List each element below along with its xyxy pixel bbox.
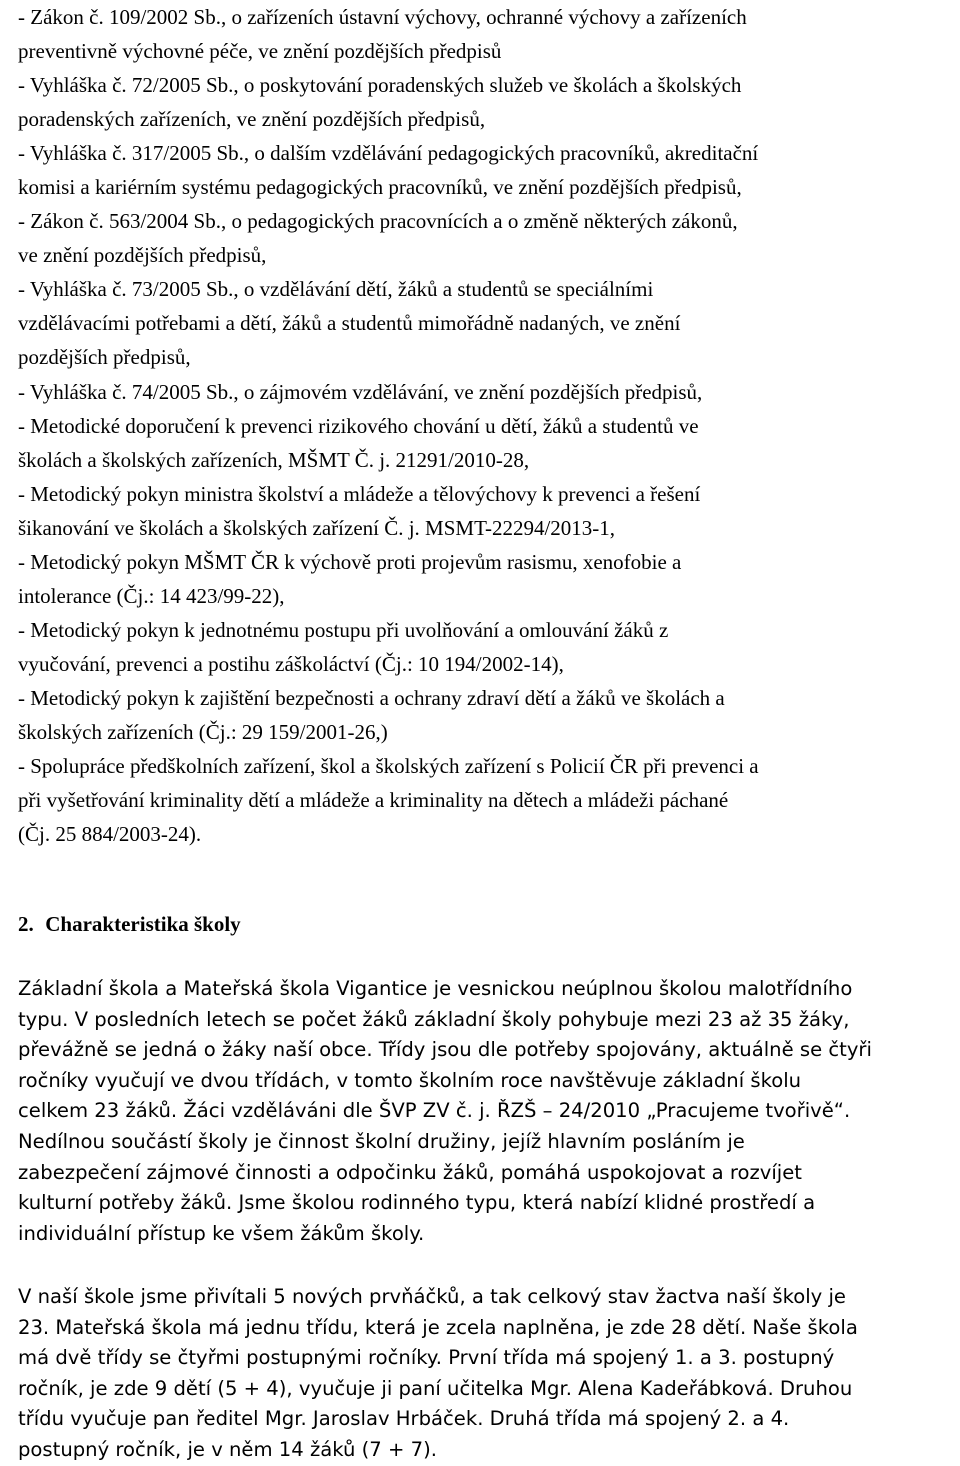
legal-reference-item: - Metodický pokyn MŠMT ČR k výchově proti projevům rasismu, xenofobie a intolerance (Čj.: 14 423/99-22), (18, 549, 682, 608)
legal-reference-item: - Metodický pokyn ministra školství a mládeže a tělovýchovy k prevenci a řešení šikanování ve školách a školských zařízení Č. j. MSMT-22294/2013-1, (18, 481, 701, 540)
legal-reference-item: - Zákon č. 563/2004 Sb., o pedagogických pracovnících a o změně některých zákonů, ve znění pozdějších předpisů, (18, 209, 738, 268)
section-heading (18, 912, 241, 937)
legal-reference-item: - Vyhláška č. 317/2005 Sb., o dalším vzdělávání pedagogických pracovníků, akreditační komisi a kariérním systému pedagogických pracovníků, ve znění pozdějších předpisů, (18, 141, 759, 200)
school-enrollment-paragraph: V naší škole jsme přivítali 5 nových prvňáčků, a tak celkový stav žactva naší školy je 23. Mateřská škola má jednu třídu, která je zcela naplněna, je zde 28 dětí. Naše škola má dvě třídy se čtyřmi postupnými ročníky. První třída má spojený 1. a 3. postupný ročník, je zde 9 dětí (5 + 4), vyučuje ji paní učitelka Mgr. Alena Kadeřábková. Druhou třídu vyučuje pan ředitel Mgr. Jaroslav Hrbáček. Druhá třída má spojený 2. a 4. postupný ročník, je v něm 14 žáků (7 + 7). (18, 1285, 858, 1461)
school-characteristics-paragraph: Základní škola a Mateřská škola Vigantice je vesnickou neúplnou školou malotřídního typu. V posledních letech se počet žáků základní školy pohybuje mezi 23 až 35 žáky, převážně se jedná o žáky naší obce. Třídy jsou dle potřeby spojovány, aktuálně se čtyři ročníky vyučují ve dvou třídách, v tomto školním roce navštěvuje základní školu celkem 23 žáků. Žáci vzděláváni dle ŠVP ZV č. j. ŘZŠ – 24/2010 „Pracujeme tvořivě“. Nedílnou součástí školy je činnost školní družiny, jejíž hlavním posláním je zabezpečení zájmové činnosti a odpočinku žáků, pomáhá uspokojovat a rozvíjet kulturní potřeby žáků. Jsme školou rodinného typu, která nabízí klidné prostředí a individuální přístup ke všem žákům školy. (18, 977, 872, 1245)
section-title: Charakteristika školy (45, 912, 241, 936)
section-number: 2. (18, 912, 34, 936)
legal-reference-item: - Metodický pokyn k jednotnému postupu při uvolňování a omlouvání žáků z vyučování, prevenci a postihu záškoláctví (Čj.: 10 194/2002-14), (18, 617, 669, 676)
legal-reference-item: - Zákon č. 109/2002 Sb., o zařízeních ústavní výchovy, ochranné výchovy a zařízeních preventivně výchovné péče, ve znění pozdějších předpisů (18, 5, 747, 64)
legal-reference-list (18, 0, 958, 851)
legal-reference-item: - Vyhláška č. 74/2005 Sb., o zájmovém vzdělávání, ve znění pozdějších předpisů, (18, 379, 703, 404)
legal-reference-item: - Spolupráce předškolních zařízení, škol a školských zařízení s Policií ČR při prevenci a při vyšetřování kriminality dětí a mládeže a kriminality na dětech a mládeži páchané (Čj. 25 884/2003-24). (18, 754, 759, 847)
legal-reference-item: - Metodické doporučení k prevenci rizikového chování u dětí, žáků a studentů ve školách a školských zařízeních, MŠMT Č. j. 21291/2010-28, (18, 413, 699, 472)
legal-reference-item: - Vyhláška č. 72/2005 Sb., o poskytování poradenských služeb ve školách a školských poradenských zařízeních, ve znění pozdějších předpisů, (18, 73, 742, 132)
legal-reference-item: - Vyhláška č. 73/2005 Sb., o vzdělávání dětí, žáků a studentů se speciálními vzdělávacími potřebami a dětí, žáků a studentů mimořádně nadaných, ve znění pozdějších předpisů, (18, 277, 681, 370)
legal-reference-item: - Metodický pokyn k zajištění bezpečnosti a ochrany zdraví dětí a žáků ve školách a školských zařízeních (Čj.: 29 159/2001-26,) (18, 685, 725, 744)
document-page (18, 0, 958, 1461)
